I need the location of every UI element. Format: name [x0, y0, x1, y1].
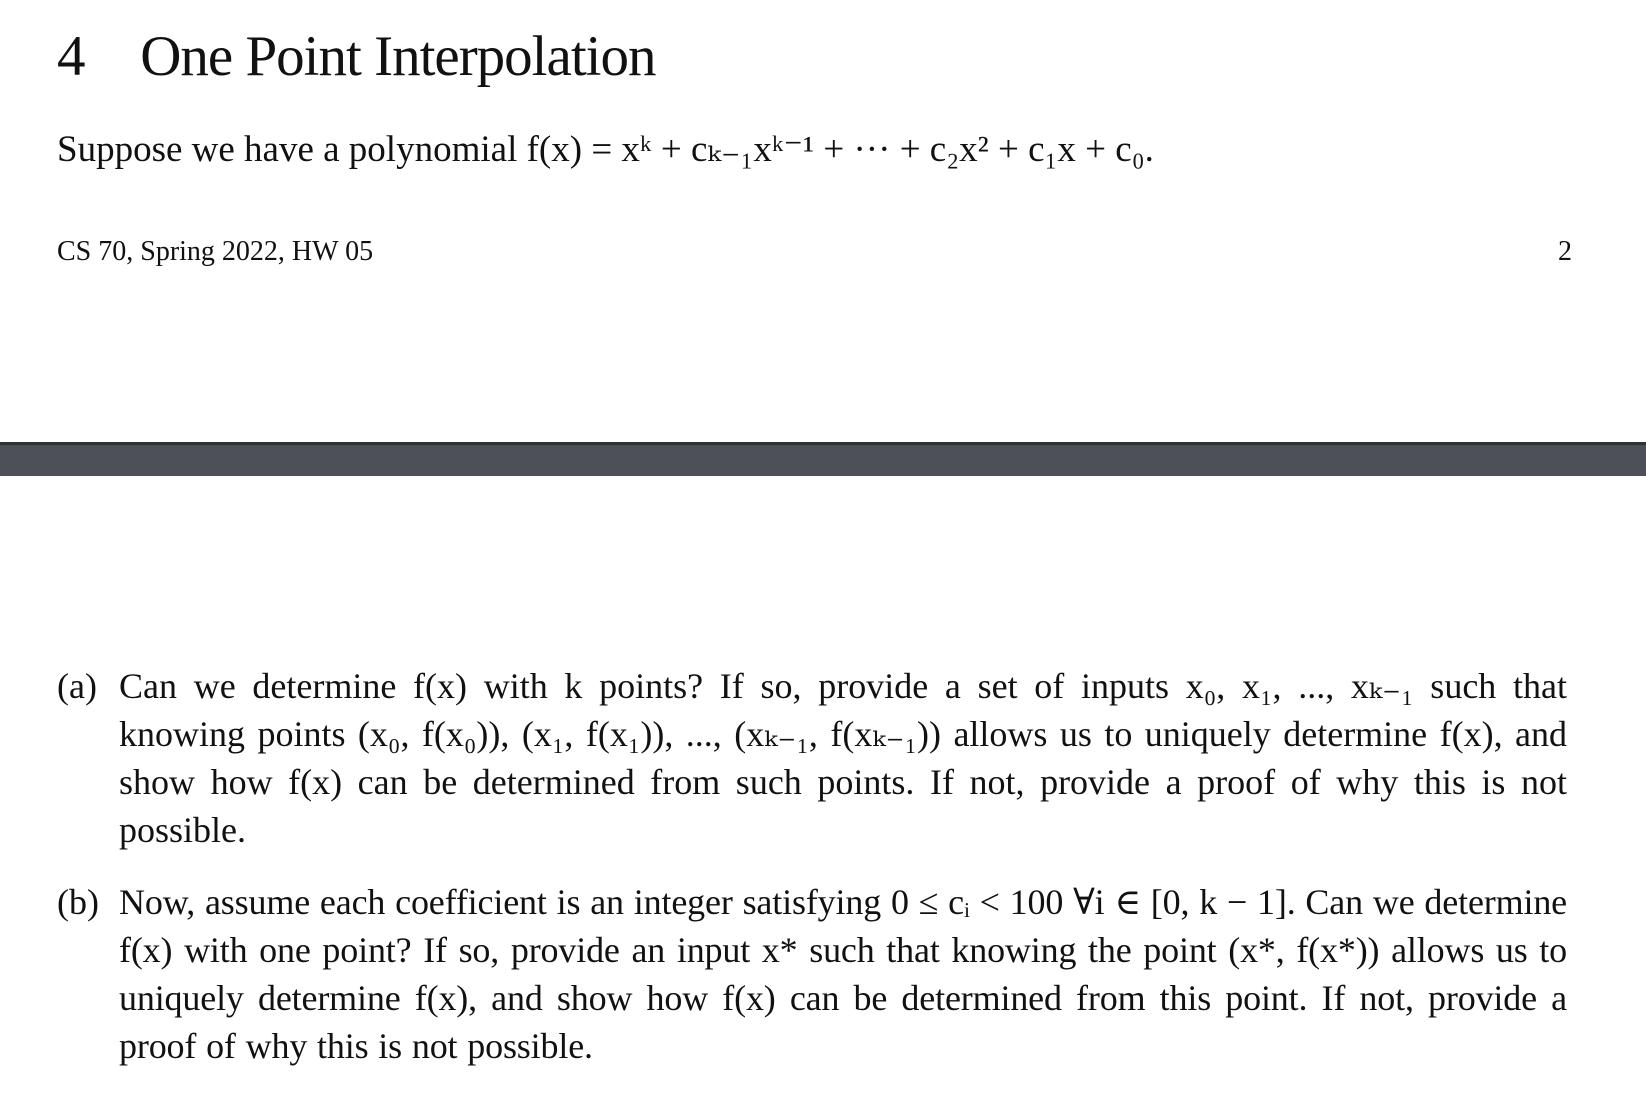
problem-b-label: (b) — [57, 882, 99, 922]
page-bottom-section — [0, 476, 1646, 1106]
section-heading — [57, 22, 656, 92]
problem-b-text: Now, assume each coefficient is an integer satisfying 0 ≤ cᵢ < 100 ∀i ∈ [0, k − 1]. Can we determine f(x) with one point? If so, provide an input x* such that knowing the point (x*, f(x*)) allows us to uniquely determine f(x), and show how f(x) can be determined from this point. If not, provide a proof of why this is not possible. — [119, 882, 1567, 1066]
polynomial-introduction: Suppose we have a polynomial f(x) = xᵏ + cₖ₋₁xᵏ⁻¹ + ··· + c₂x² + c₁x + c₀. — [57, 129, 1154, 170]
page-number: 2 — [1558, 236, 1572, 267]
course-footer: CS 70, Spring 2022, HW 05 — [57, 236, 374, 267]
problem-part-b — [57, 878, 1567, 1070]
page-break-divider — [0, 442, 1646, 476]
problem-a-label: (a) — [57, 666, 97, 706]
page-top-section — [0, 0, 1646, 442]
section-title-text: One Point Interpolation — [140, 25, 656, 88]
section-number: 4 — [57, 25, 85, 88]
problem-part-a — [57, 662, 1567, 854]
problem-a-text: Can we determine f(x) with k points? If so, provide a set of inputs x₀, x₁, ..., xₖ₋₁ such that knowing points (x₀, f(x₀)), (x₁, f(x₁)), ..., (xₖ₋₁, f(xₖ₋₁)) allows us to uniquely determine f(x), and show how f(x) can be determined from such points. If not, provide a proof of why this is not possible. — [119, 666, 1567, 850]
